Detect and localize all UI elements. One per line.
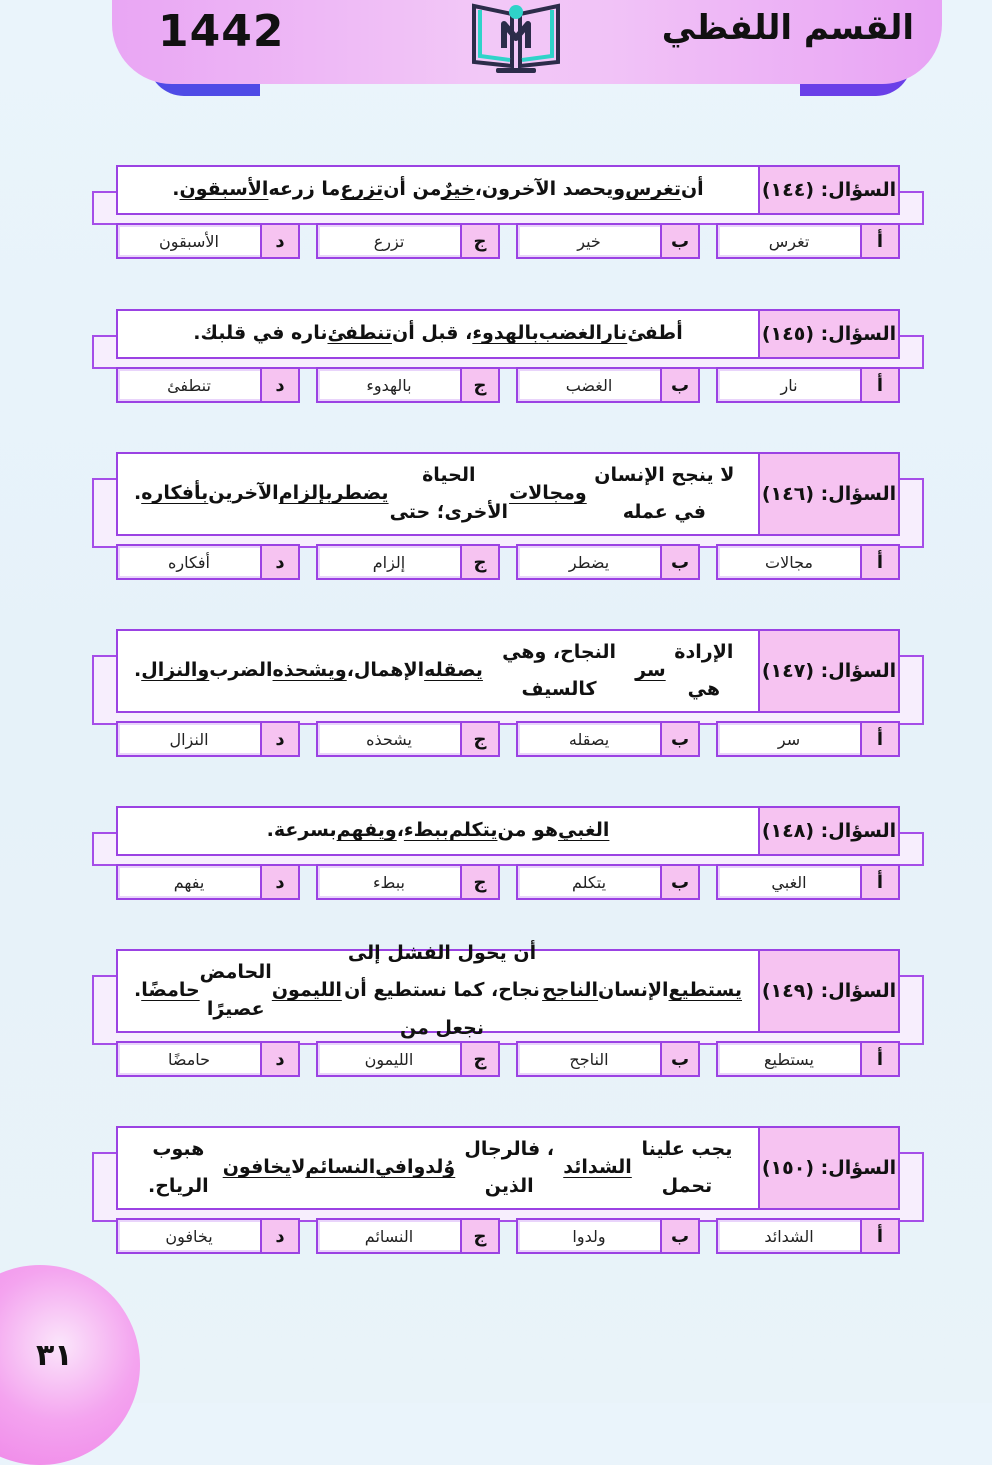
options-row xyxy=(116,864,900,900)
question-row xyxy=(116,309,900,359)
option-text: الليمون xyxy=(364,1049,414,1069)
answer-option[interactable] xyxy=(716,1218,900,1254)
option-text: يتكلم xyxy=(571,872,607,892)
option-letter: ب xyxy=(660,225,698,257)
answer-option[interactable] xyxy=(116,223,300,259)
header-section-title: القسم اللفظي xyxy=(661,8,914,48)
option-text: بالهدوء xyxy=(366,375,412,395)
answer-option[interactable] xyxy=(716,1041,900,1077)
question-sentence: يجب علينا تحمل الشدائد ، فالرجال الذين وُلدوا في النسائم لا يخافون هبوب الرياح. xyxy=(116,1126,758,1210)
question-sentence: أن تغرس ويحصد الآخرون، خيرٌ من أن تزرع ما زرعه الأسبقون . xyxy=(116,165,758,215)
option-letter: ج xyxy=(460,723,498,755)
answer-option[interactable] xyxy=(316,864,500,900)
options-row xyxy=(116,1218,900,1254)
answer-option[interactable] xyxy=(516,1041,700,1077)
answer-option[interactable] xyxy=(116,1218,300,1254)
option-text: سر xyxy=(777,729,801,749)
answer-option[interactable] xyxy=(116,864,300,900)
option-text: خير xyxy=(577,231,601,251)
option-text: إلزام xyxy=(372,552,406,572)
option-letter: ب xyxy=(660,723,698,755)
option-text: يستطيع xyxy=(763,1049,815,1069)
options-row xyxy=(116,223,900,259)
option-letter: ب xyxy=(660,546,698,578)
answer-option[interactable] xyxy=(316,721,500,757)
option-text: يضطر xyxy=(568,552,610,572)
option-text: تزرع xyxy=(373,231,405,251)
option-text: أفكاره xyxy=(168,552,210,572)
option-text: ببطء xyxy=(373,872,405,892)
option-text: تغرس xyxy=(768,231,810,251)
option-text: يصقله xyxy=(568,729,610,749)
answer-option[interactable] xyxy=(316,367,500,403)
question-sentence: يستطيع الإنسان الناجح أن يحول الفشل إلى نجاح، كما نستطيع أن نجعل من الليمون الحامض عصيرًا حامضًا . xyxy=(116,949,758,1033)
answer-option[interactable] xyxy=(716,544,900,580)
option-letter: د xyxy=(260,1220,298,1252)
answer-option[interactable] xyxy=(316,223,500,259)
answer-option[interactable] xyxy=(116,1041,300,1077)
option-text: الغبي xyxy=(771,872,807,892)
option-text: النزال xyxy=(169,729,209,749)
option-letter: د xyxy=(260,369,298,401)
option-text: يشحذه xyxy=(366,729,412,749)
option-text: ولدوا xyxy=(572,1226,606,1246)
header-year: 1442 xyxy=(158,6,285,57)
option-text: الأسبقون xyxy=(159,231,219,251)
question-row xyxy=(116,165,900,215)
option-letter: ب xyxy=(660,866,698,898)
question-block xyxy=(92,942,924,1083)
question-block xyxy=(92,806,924,906)
question-row xyxy=(116,452,900,536)
answer-option[interactable] xyxy=(316,544,500,580)
question-block xyxy=(92,165,924,265)
option-text: يفهم xyxy=(173,872,205,892)
answer-option[interactable] xyxy=(116,367,300,403)
question-row xyxy=(116,806,900,856)
question-block xyxy=(92,452,924,586)
question-label: السؤال: (١٤٨) xyxy=(758,806,900,856)
option-text: الشدائد xyxy=(764,1226,814,1246)
page-number: ٣١ xyxy=(36,1338,73,1373)
answer-option[interactable] xyxy=(716,864,900,900)
answer-option[interactable] xyxy=(716,223,900,259)
book-logo-icon xyxy=(468,0,564,74)
question-sentence: أطفئ نار الغضب بالهدوء ، قبل أن تنطفئ ناره في قلبك. xyxy=(116,309,758,359)
option-letter: أ xyxy=(860,866,898,898)
option-letter: د xyxy=(260,1043,298,1075)
option-letter: ج xyxy=(460,1043,498,1075)
option-text: النسائم xyxy=(364,1226,414,1246)
question-block xyxy=(92,309,924,409)
answer-option[interactable] xyxy=(116,721,300,757)
answer-option[interactable] xyxy=(516,544,700,580)
option-text: الغضب xyxy=(565,375,613,395)
question-row xyxy=(116,942,900,1039)
answer-option[interactable] xyxy=(516,864,700,900)
options-row xyxy=(116,721,900,757)
answer-option[interactable] xyxy=(516,1218,700,1254)
question-row xyxy=(116,629,900,713)
options-row xyxy=(116,1041,900,1077)
question-block xyxy=(92,1126,924,1260)
option-letter: ج xyxy=(460,1220,498,1252)
option-letter: أ xyxy=(860,1043,898,1075)
question-label: السؤال: (١٤٩) xyxy=(758,949,900,1033)
option-letter: ج xyxy=(460,866,498,898)
question-label: السؤال: (١٤٥) xyxy=(758,309,900,359)
option-text: تنطفئ xyxy=(167,375,211,395)
question-label: السؤال: (١٥٠) xyxy=(758,1126,900,1210)
question-label: السؤال: (١٤٦) xyxy=(758,452,900,536)
option-letter: ب xyxy=(660,1220,698,1252)
option-letter: أ xyxy=(860,723,898,755)
option-letter: ب xyxy=(660,1043,698,1075)
answer-option[interactable] xyxy=(716,367,900,403)
question-row xyxy=(116,1126,900,1210)
options-row xyxy=(116,367,900,403)
answer-option[interactable] xyxy=(516,223,700,259)
option-letter: د xyxy=(260,866,298,898)
question-block xyxy=(92,629,924,763)
option-text: الناجح xyxy=(569,1049,609,1069)
options-row xyxy=(116,544,900,580)
question-sentence: لا ينجح الإنسان في عمله ومجالات الحياة الأخرى؛ حتى يضطر بإلزام الآخرين بأفكاره . xyxy=(116,452,758,536)
question-label: السؤال: (١٤٧) xyxy=(758,629,900,713)
answer-option[interactable] xyxy=(516,721,700,757)
option-letter: ج xyxy=(460,369,498,401)
question-sentence: الإرادة هي سر النجاح، وهي كالسيف يصقله الإهمال، ويشحذه الضرب والنزال . xyxy=(116,629,758,713)
option-letter: أ xyxy=(860,369,898,401)
answer-option[interactable] xyxy=(716,721,900,757)
option-letter: د xyxy=(260,723,298,755)
option-letter: د xyxy=(260,225,298,257)
question-label: السؤال: (١٤٤) xyxy=(758,165,900,215)
option-text: يخافون xyxy=(165,1226,213,1246)
answer-option[interactable] xyxy=(116,544,300,580)
option-text: مجالات xyxy=(765,552,813,572)
option-letter: أ xyxy=(860,546,898,578)
option-letter: أ xyxy=(860,225,898,257)
option-letter: د xyxy=(260,546,298,578)
answer-option[interactable] xyxy=(316,1218,500,1254)
option-letter: أ xyxy=(860,1220,898,1252)
option-letter: ج xyxy=(460,546,498,578)
question-sentence: الغبي هو من يتكلم ببطء ، ويفهم بسرعة. xyxy=(116,806,758,856)
option-letter: ب xyxy=(660,369,698,401)
answer-option[interactable] xyxy=(516,367,700,403)
option-letter: ج xyxy=(460,225,498,257)
option-text: نار xyxy=(780,375,798,395)
option-text: حامضًا xyxy=(167,1049,211,1069)
answer-option[interactable] xyxy=(316,1041,500,1077)
